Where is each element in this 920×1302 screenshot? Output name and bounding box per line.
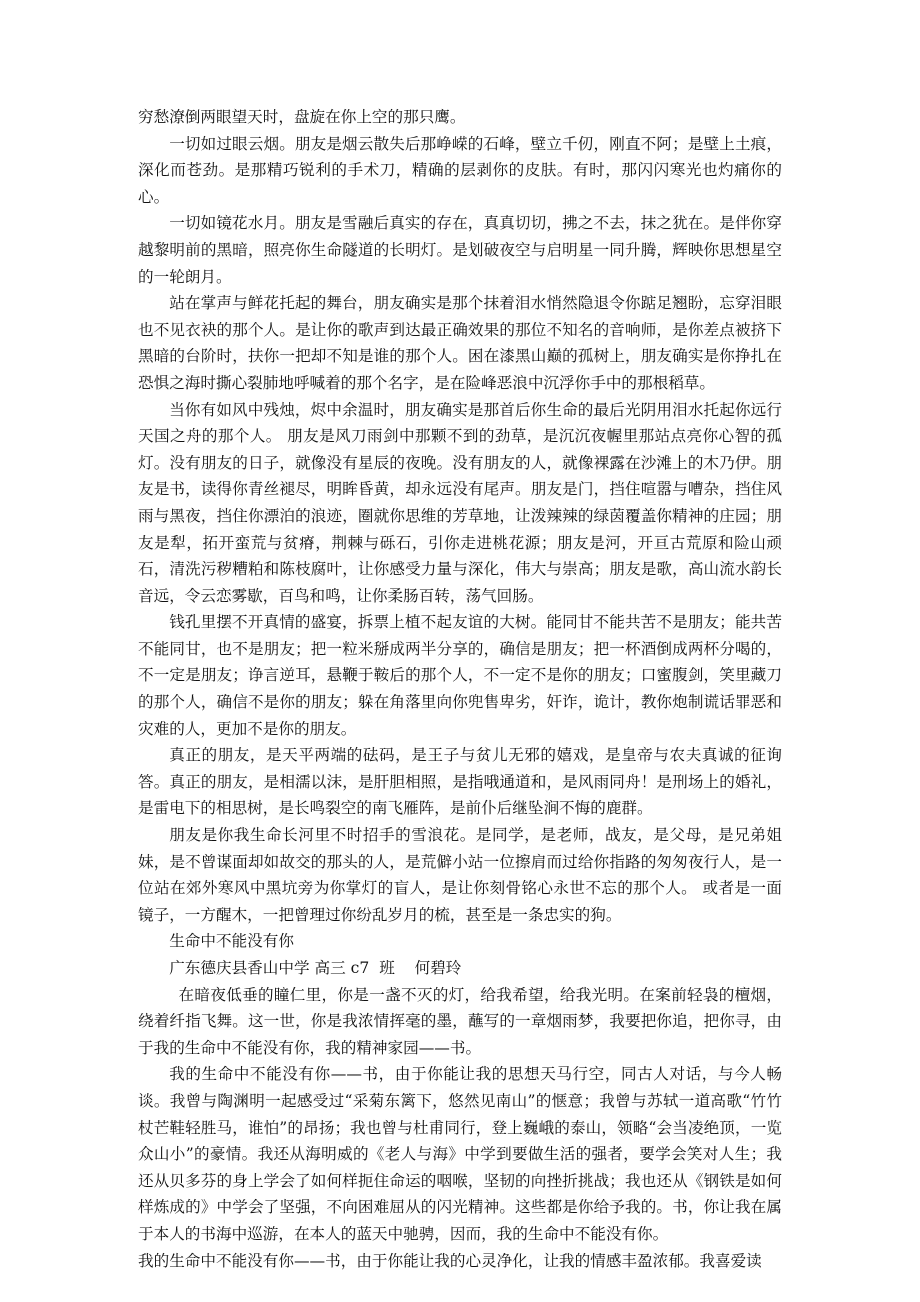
paragraph-clouds: 一切如过眼云烟。朋友是烟云散失后那峥嵘的石峰，壁立千仞，刚直不阿；是壁上土痕，深化而苍劲。是那精巧锐利的手术刀，精确的层剥你的皮肤。有时，那闪闪寒光也灼痛你的心。 bbox=[138, 134, 782, 206]
paragraph-stage: 站在掌声与鲜花托起的舞台，朋友确实是那个抹着泪水悄然隐退令你踮足翘盼，忘穿泪眼也不见衣袂的那个人。是让你的歌声到达最正确效果的那位不知名的音响师，是你差点被挤下黑暗的台阶时，扶你一把却不知是谁的那个人。困在漆黑山巅的孤树上，朋友确实是你挣扎在恐惧之海时撕心裂肺地呼喊着的那个名字，是在险峰恶浪中沉浮你手中的那根稻草。 bbox=[138, 294, 782, 392]
paragraph-river: 朋友是你我生命长河里不时招手的雪浪花。是同学，是老师，战友，是父母，是兄弟姐妹，是不曾谋面却如故交的那头的人，是荒僻小站一位擦肩而过给你指路的匆匆夜行人，是一位站在郊外寒风中黑坑旁为你掌灯的盲人，是让你刻骨铭心永世不忘的那个人。 或者是一面镜子，一方醒木，一把曾理过你纷乱岁月的梳，甚至是一条忠实的狗。 bbox=[138, 826, 782, 924]
paragraph-true-friend: 真正的朋友，是天平两端的砝码，是王子与贫儿无邪的嬉戏，是皇帝与农夫真诚的征询答。真正的朋友，是相濡以沫，是肝胆相照，是指哦通道和，是风雨同舟！是刑场上的婚礼，是雷电下的相思树，是长鸣裂空的南飞雁阵，是前仆后继坠涧不悔的鹿群。 bbox=[138, 746, 782, 818]
paragraph-mirror-flower: 一切如镜花水月。朋友是雪融后真实的存在，真真切切，拂之不去，抹之犹在。是伴你穿越黎明前的黑暗，照亮你生命隧道的长明灯。是划破夜空与启明星一同升腾，辉映你思想星空的一轮朗月。 bbox=[138, 214, 782, 286]
paragraph-money: 钱孔里摆不开真情的盛宴，拆票上植不起友谊的大树。能同甘不能共苦不是朋友；能共苦不能同甘，也不是朋友；把一粒米掰成两半分享的，确信是朋友；把一杯酒倒成两杯分喝的，不一定是朋友；诤言逆耳，悬鞭于鞍后的那个人，不一定不是你的朋友；口蜜腹剑，笑里藏刀的那个人，确信不是你的朋友；躲在角落里向你兜售卑劣，奸诈，诡计，教你炮制谎话罪恶和灾难的人，更加不是你的朋友。 bbox=[138, 613, 782, 738]
essay-paragraph-lamp: 在暗夜低垂的瞳仁里，你是一盏不灭的灯，给我希望，给我光明。在案前轻袅的檀烟，绕着纤指飞舞。这一世，你是我浓情挥毫的墨，蘸写的一章烟雨梦，我要把你追，把你寻，由于我的生命中不能没有你，我的精神家园——书。 bbox=[138, 985, 782, 1057]
essay-byline: 广东德庆县香山中学 高三 c7 班 何碧玲 bbox=[169, 959, 462, 977]
paragraph-continuation: 穷愁潦倒两眼望天时，盘旋在你上空的那只鹰。 bbox=[138, 108, 466, 126]
essay-final-line: 我的生命中不能没有你——书，由于你能让我的心灵净化，让我的情感丰盈浓郁。我喜爱读 bbox=[138, 1251, 762, 1270]
document-page bbox=[138, 104, 782, 1274]
essay-paragraph-books: 我的生命中不能没有你——书，由于你能让我的思想天马行空，同古人对话，与今人畅谈。我曾与陶渊明一起感受过“采菊东篱下，悠然见南山”的惬意；我曾与苏轼一道高歌“竹竹杖芒鞋轻胜马，谁怕”的昂扬；我也曾与杜甫同行，登上巍峨的泰山，领略“会当凌绝顶，一览众山小”的豪情。我还从海明威的《老人与海》中学到要做生活的强者，要学会笑对人生；我还从贝多芬的身上学会了如何样扼住命运的咽喉，坚韧的向挫折挑战；我也还从《钢铁是如何样炼成的》中学会了坚强，不向困难屈从的闪光精神。这些都是你给予我的。书，你让我在属于本人的书海中巡游，在本人的蓝天中驰骋，因而，我的生命中不能没有你。 bbox=[138, 1065, 782, 1243]
paragraph-candle: 当你有如风中残烛，烬中余温时，朋友确实是那首后你生命的最后光阴用泪水托起你远行天国之舟的那个人。 朋友是风刀雨剑中那颗不到的劲草，是沉沉夜幄里那站点亮你心智的孤灯。没有朋友的日子，就像没有星辰的夜晚。没有朋友的人，就像裸露在沙滩上的木乃伊。朋友是书，读得你青丝褪尽，明眸昏黄，却永远没有尾声。朋友是门，挡住喧嚣与嘈杂，挡住风雨与黑夜，挡住你漂泊的浪迹，圈就你思维的芳草地，让泼辣辣的绿茵覆盖你精神的庄园；朋友是犁，拓开蛮荒与贫瘠，荆棘与砾石，引你走进桃花源；朋友是河，开亘古荒原和险山顽石，清洗污秽糟粕和陈枝腐叶，让你感受力量与深化，伟大与崇高；朋友是歌，高山流水韵长音远，令云恋雾歇，百鸟和鸣，让你柔肠百转，荡气回肠。 bbox=[138, 400, 782, 605]
essay-title: 生命中不能没有你 bbox=[169, 932, 294, 951]
